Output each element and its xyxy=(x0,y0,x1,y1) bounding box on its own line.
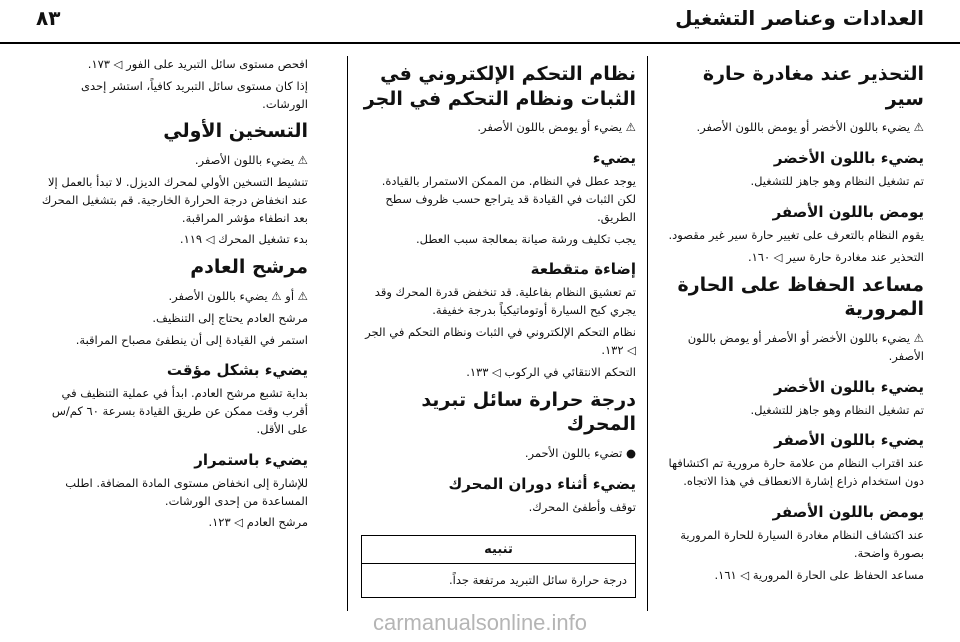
page-header xyxy=(0,0,960,46)
paragraph: ⚠ يضيء أو يومض باللون الأصفر. xyxy=(477,120,636,135)
section-heading: التسخين الأولي xyxy=(163,120,308,143)
column-right xyxy=(664,56,924,616)
paragraph: يوجد عطل في النظام. من الممكن الاستمرار بالقيادة. لكن الثبات في القيادة قد يتراجع حسب ظروف سطح الطريق. xyxy=(381,174,636,224)
subheading: يضيء باللون الأخضر xyxy=(773,149,924,168)
column-middle xyxy=(361,56,636,616)
paragraph: ⚠ أو ⚠ يضيء باللون الأصفر. xyxy=(168,288,308,303)
paragraph: افحص مستوى سائل التبريد على الفور ◁ ١٧٣. xyxy=(87,57,308,71)
paragraph: مرشح العادم يحتاج إلى التنظيف. xyxy=(152,310,308,325)
subheading: يومض باللون الأصفر xyxy=(772,203,924,221)
paragraph: للإشارة إلى انخفاض مستوى المادة المضافة. اطلب المساعدة من إحدى الورشات. xyxy=(65,475,308,508)
section-heading: درجة حرارة سائل تبريد المحرك xyxy=(421,388,636,436)
section-heading: مساعد الحفاظ على الحارة المرورية xyxy=(677,273,924,321)
paragraph: عند اقتراب النظام من علامة حارة مرورية تم اكتشافها دون استخدام ذراع إشارة الانعطاف في هذا الاتجاه. xyxy=(668,456,924,489)
paragraph: ⚠ يضيء باللون الأخضر أو الأصفر أو يومض باللون الأصفر. xyxy=(687,331,924,363)
paragraph: ● تضيء باللون الأحمر. xyxy=(524,445,636,460)
paragraph: عند اكتشاف النظام مغادرة السيارة للحارة المرورية بصورة واضحة. xyxy=(680,528,924,560)
paragraph: ⚠ يضيء باللون الأخضر أو يومض باللون الأصفر. xyxy=(696,120,924,135)
paragraph: توقف وأطفئ المحرك. xyxy=(528,499,636,514)
header-title: العدادات وعناصر التشغيل xyxy=(675,6,924,30)
cross-reference: التحكم الانتقائي في الركوب ◁ ١٣٣. xyxy=(466,364,636,379)
paragraph: استمر في القيادة إلى أن ينطفئ مصباح المراقبة. xyxy=(75,332,308,347)
column-divider xyxy=(647,56,648,611)
cross-reference: مساعد الحفاظ على الحارة المرورية ◁ ١٦١. xyxy=(714,567,924,582)
subheading: إضاءة متقطعة xyxy=(530,260,636,279)
caution-box xyxy=(361,535,636,598)
page-number: ٨٣ xyxy=(36,6,61,30)
subheading: يضيء باللون الأخضر xyxy=(773,377,924,396)
paragraph: تم تشغيل النظام وهو جاهز للتشغيل. xyxy=(750,174,924,189)
watermark: carmanualsonline.info xyxy=(372,610,588,635)
subheading: يضيء أثناء دوران المحرك xyxy=(448,474,636,493)
caution-heading: تنبيه xyxy=(362,536,635,564)
subheading: يضيء باللون الأصفر xyxy=(774,431,924,450)
paragraph: يقوم النظام بالتعرف على تغيير حارة سير غير مقصود. xyxy=(668,228,924,242)
subheading: يضيء باستمرار xyxy=(194,450,308,469)
section-heading: التحذير عند مغادرة حارة سير xyxy=(702,63,924,110)
subheading: يضيء xyxy=(592,149,636,168)
paragraph: تم تعشيق النظام بفاعلية. قد تنخفض قدرة المحرك وقد يجري كبح السيارة أوتوماتيكياً بدرجة خفيفة. xyxy=(374,285,636,318)
cross-reference: مرشح العادم ◁ ١٢٣. xyxy=(208,515,308,530)
subheading: يضيء بشكل مؤقت xyxy=(166,361,308,380)
paragraph: بداية تشبع مرشح العادم. ابدأ في عملية التنظيف في أقرب وقت ممكن عن طريق القيادة بسرعة ٦٠ كم/س على الأقل. xyxy=(51,386,308,436)
cross-reference: التحذير عند مغادرة حارة سير ◁ ١٦٠. xyxy=(747,249,924,264)
header-rule xyxy=(0,42,960,44)
section-heading: مرشح العادم xyxy=(190,256,308,279)
paragraph: تم تشغيل النظام وهو جاهز للتشغيل. xyxy=(750,402,924,417)
paragraph: يجب تكليف ورشة صيانة بمعالجة سبب العطل. xyxy=(415,231,636,246)
paragraph: تنشيط التسخين الأولي لمحرك الديزل. لا تبدأ بالعمل إلا عند انخفاض درجة الحرارة الخارجية. قم بتشغيل المحرك بعد انطفاء مؤشر المراقبة. xyxy=(41,174,308,225)
paragraph: ⚠ يضيء باللون الأصفر. xyxy=(194,153,308,168)
column-left xyxy=(36,56,308,616)
caution-text: درجة حرارة سائل التبريد مرتفعة جداً. xyxy=(449,572,627,587)
column-divider xyxy=(347,56,348,611)
cross-reference: نظام التحكم الإلكتروني في الثبات ونظام التحكم في الجر ◁ ١٣٢. xyxy=(365,325,636,357)
cross-reference: بدء تشغيل المحرك ◁ ١١٩. xyxy=(179,232,308,247)
paragraph: إذا كان مستوى سائل التبريد كافياً، استشر إحدى الورشات. xyxy=(80,78,308,111)
section-heading: نظام التحكم الإلكتروني في الثبات ونظام التحكم في الجر xyxy=(363,63,636,110)
subheading: يومض باللون الأصفر xyxy=(772,503,924,522)
